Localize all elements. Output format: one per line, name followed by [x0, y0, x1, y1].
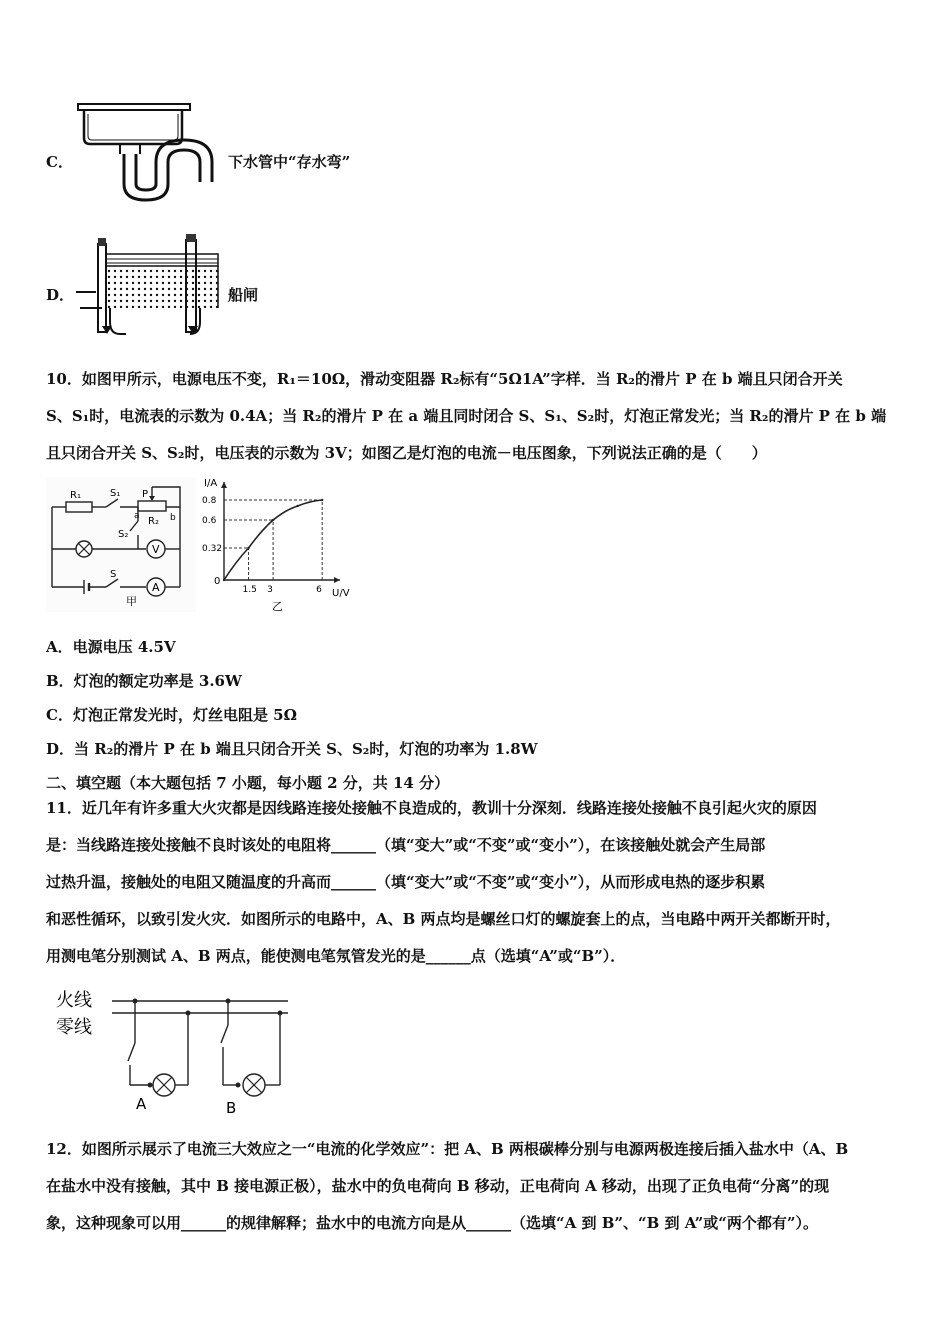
q11-line: 11．近几年有许多重大火灾都是因线路连接处接触不良造成的，教训十分深刻．线路连接处接触不良引起火灾的原因: [46, 799, 817, 817]
question-10-options: [46, 630, 538, 766]
option-c-letter: C．: [46, 153, 73, 171]
point-b-label: B: [226, 1099, 237, 1117]
x-tick-label: 1.5: [242, 585, 257, 595]
household-circuit-figure: [52, 985, 302, 1120]
q10-line: S、S₁时，电流表的示数为 0.4A；当 R₂的滑片 P 在 a 端且同时闭合 S、S₁、S₂时，灯泡正常发光；当 R₂的滑片 P 在 b 端: [46, 407, 887, 425]
y-axis-arrow: [221, 482, 227, 488]
question-11-text: [46, 790, 841, 975]
x-axis-label: U/V: [332, 588, 350, 599]
q11-line: 过热升温，接触处的电阻又随温度的升高而______（填“变大”或“不变”或“变小”），从而形成电热的逐步积累: [46, 873, 766, 891]
live-wire-label: 火线: [56, 990, 92, 1011]
neutral-wire-label: 零线: [56, 1017, 92, 1038]
question-12-text: [46, 1131, 848, 1242]
data-point: [247, 547, 249, 549]
r1-label: R₁: [70, 490, 81, 501]
q10-option-a: A．电源电压 4.5V: [46, 638, 176, 656]
b-end-label: b: [170, 513, 176, 523]
p-label: P: [142, 489, 149, 500]
data-point: [223, 579, 225, 581]
option-c-caption: 下水管中“存水弯”: [228, 153, 351, 171]
y-tick-label: 0.32: [202, 544, 223, 554]
option-d-letter: D．: [46, 286, 75, 304]
ship-lock-figure: [76, 232, 226, 342]
voltmeter-label: V: [152, 543, 160, 556]
x-axis-arrow: [334, 577, 340, 583]
section-2-heading: 二、填空题（本大题包括 7 小题，每小题 2 分，共 14 分）: [46, 774, 450, 792]
x-tick-label: 3: [267, 585, 273, 595]
graph-caption: 乙: [272, 600, 283, 613]
ammeter-label: A: [152, 581, 160, 594]
q11-line: 用测电笔分别测试 A、B 两点，能使测电笔氖管发光的是______点（选填“A”或“B”）．: [46, 947, 626, 965]
y-tick-label: 0.6: [202, 516, 217, 526]
q10-line: 且只闭合开关 S、S₂时，电压表的示数为 3V；如图乙是灯泡的电流－电压图象，下列说法正确的是（ ）: [46, 444, 767, 462]
question-10-text: [46, 361, 886, 472]
data-point: [321, 499, 323, 501]
s2-label: S₂: [118, 529, 129, 540]
q10-option-c: C．灯泡正常发光时，灯丝电阻是 5Ω: [46, 706, 297, 724]
point-a-label: A: [136, 1095, 147, 1113]
trap-pipe-figure: [76, 102, 226, 212]
q10-option-d: D．当 R₂的滑片 P 在 b 端且只闭合开关 S、S₂时，灯泡的功率为 1.8W: [46, 740, 538, 758]
option-d-caption: 船闸: [228, 286, 259, 304]
q12-line: 12．如图所示展示了电流三大效应之一“电流的化学效应”：把 A、B 两根碳棒分别与电源两极连接后插入盐水中（A、B: [46, 1140, 849, 1158]
q10-option-b: B．灯泡的额定功率是 3.6W: [46, 672, 242, 690]
data-point: [272, 519, 274, 521]
y-tick-label: 0.8: [202, 496, 217, 506]
s-label: S: [110, 569, 117, 580]
q12-line: 在盐水中没有接触，其中 B 接电源正极），盐水中的负电荷向 B 移动，正电荷向 A 移动，出现了正负电荷“分离”的现: [46, 1177, 830, 1195]
circuit-diagram-jia: [46, 477, 196, 612]
data-point: [296, 505, 298, 507]
r2-label: R₂: [148, 516, 159, 527]
y-axis-label: I/A: [204, 478, 218, 489]
q12-line: 象，这种现象可以用______的规律解释；盐水中的电流方向是从______（选填“A 到 B”、“B 到 A”或“两个都有”）。: [46, 1214, 819, 1232]
q11-line: 是：当线路连接处接触不良时该处的电阻将______（填“变大”或“不变”或“变小”），在该接触处就会产生局部: [46, 836, 766, 854]
s1-label: S₁: [110, 488, 121, 499]
q10-line: 10．如图甲所示，电源电压不变，R₁＝10Ω，滑动变阻器 R₂标有“5Ω1A”字样．当 R₂的滑片 P 在 b 端且只闭合开关: [46, 370, 843, 388]
a-end-label: a: [134, 511, 140, 521]
x-tick-label: 6: [316, 585, 322, 595]
origin-label: 0: [214, 576, 221, 587]
iu-graph-yi: [200, 477, 350, 612]
circuit-caption: 甲: [126, 595, 137, 608]
q11-line: 和恶性循环，以致引发火灾．如图所示的电路中，A、B 两点均是螺丝口灯的螺旋套上的点，当电路中两开关都断开时，: [46, 910, 841, 928]
